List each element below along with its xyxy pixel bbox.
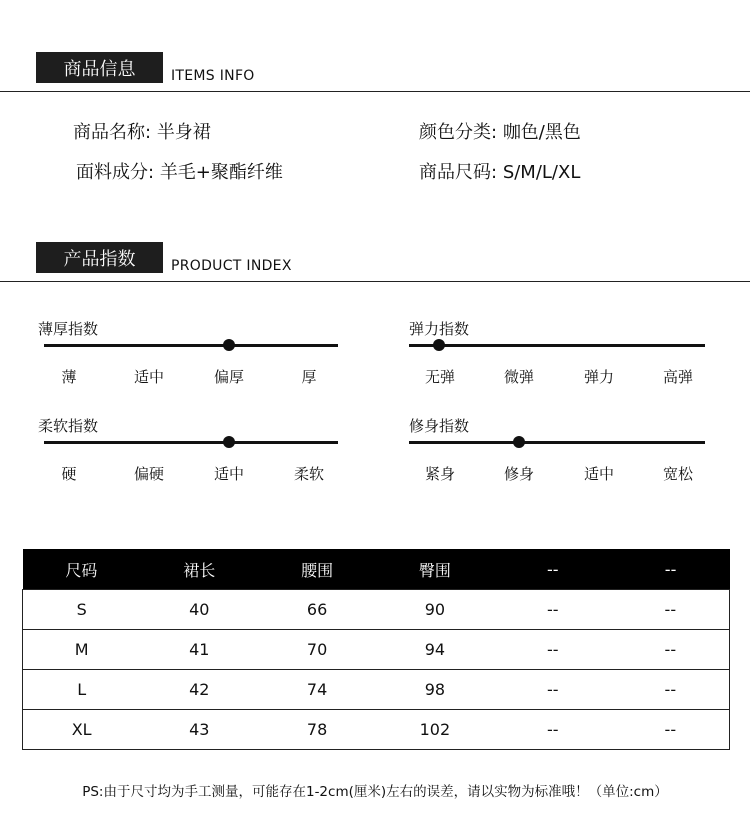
table-header-cell: 尺码	[23, 549, 141, 590]
measurement-note: PS:由于尺寸均为手工测量，可能存在1-2cm(厘米)左右的误差，请以实物为标准哦！（单位:cm）	[82, 784, 668, 800]
fabric-label: 面料成分:	[76, 162, 155, 183]
table-cell: 78	[258, 710, 376, 750]
table-row	[23, 590, 730, 630]
product-name-value: 半身裙	[156, 122, 211, 143]
table-cell: 41	[140, 630, 258, 670]
table-row	[23, 670, 730, 710]
table-row	[23, 630, 730, 670]
table-cell: 102	[376, 710, 494, 750]
scale-title: 弹力指数	[409, 320, 470, 338]
scale-option: 偏硬	[133, 465, 164, 483]
scale-option: 薄	[61, 368, 77, 386]
table-cell: --	[494, 630, 612, 670]
size-table	[22, 549, 730, 750]
size-row	[419, 158, 580, 184]
scale-option: 柔软	[293, 465, 324, 483]
color-label: 颜色分类:	[419, 122, 498, 143]
table-header-cell: --	[612, 549, 730, 590]
scale-option: 修身	[503, 465, 534, 483]
items-info-title-en: ITEMS INFO	[171, 68, 255, 84]
product-index-header	[0, 242, 750, 282]
scale-thickness	[38, 318, 338, 388]
scale-track	[409, 344, 705, 347]
table-cell: --	[612, 630, 730, 670]
table-cell: 66	[258, 590, 376, 630]
scale-option: 弹力	[583, 368, 614, 386]
scale-softness	[38, 415, 338, 485]
table-cell: L	[23, 670, 141, 710]
size-label: 商品尺码:	[419, 162, 498, 183]
table-cell: --	[494, 710, 612, 750]
scale-marker	[433, 339, 445, 351]
items-info-header	[0, 52, 750, 92]
scale-title: 修身指数	[409, 417, 470, 435]
table-cell: --	[612, 710, 730, 750]
scale-track	[44, 441, 338, 444]
table-cell: 40	[140, 590, 258, 630]
scale-fit	[409, 415, 709, 485]
fabric-row	[76, 158, 283, 184]
table-cell: 74	[258, 670, 376, 710]
color-row	[419, 118, 581, 144]
scale-option: 适中	[213, 465, 244, 483]
table-header-cell: 臀围	[376, 549, 494, 590]
size-value: S/M/L/XL	[502, 162, 581, 183]
scale-option: 无弹	[424, 368, 455, 386]
table-cell: --	[494, 670, 612, 710]
scale-title: 柔软指数	[38, 417, 99, 435]
table-row	[23, 710, 730, 750]
table-cell: --	[494, 590, 612, 630]
table-cell: 98	[376, 670, 494, 710]
table-cell: S	[23, 590, 141, 630]
table-header-cell: --	[494, 549, 612, 590]
product-index-title-en: PRODUCT INDEX	[171, 258, 292, 274]
product-name-label: 商品名称:	[73, 122, 152, 143]
scale-title: 薄厚指数	[38, 320, 99, 338]
table-cell: --	[612, 590, 730, 630]
table-cell: 90	[376, 590, 494, 630]
scale-marker	[223, 436, 235, 448]
color-value: 咖色/黑色	[502, 122, 581, 143]
table-cell: 42	[140, 670, 258, 710]
scale-option: 偏厚	[213, 368, 244, 386]
table-cell: 94	[376, 630, 494, 670]
table-cell: --	[612, 670, 730, 710]
table-cell: 70	[258, 630, 376, 670]
scale-option: 硬	[61, 465, 77, 483]
scale-elasticity	[409, 318, 709, 388]
product-name-row	[73, 118, 211, 144]
items-info-tag: 商品信息	[36, 52, 163, 83]
table-cell: XL	[23, 710, 141, 750]
scale-option: 紧身	[424, 465, 455, 483]
scale-option: 厚	[301, 368, 317, 386]
product-index-tag: 产品指数	[36, 242, 163, 273]
fabric-value: 羊毛+聚酯纤维	[159, 162, 283, 183]
table-header-cell: 腰围	[258, 549, 376, 590]
items-info-divider	[0, 91, 750, 92]
table-header-cell: 裙长	[140, 549, 258, 590]
scale-option: 宽松	[662, 465, 693, 483]
scale-marker	[513, 436, 525, 448]
table-header-row	[23, 549, 730, 590]
scale-option: 适中	[583, 465, 614, 483]
scale-track	[409, 441, 705, 444]
table-cell: 43	[140, 710, 258, 750]
product-index-divider	[0, 281, 750, 282]
table-cell: M	[23, 630, 141, 670]
scale-track	[44, 344, 338, 347]
scale-option: 微弹	[503, 368, 534, 386]
scale-option: 适中	[133, 368, 164, 386]
scale-option: 高弹	[662, 368, 693, 386]
scale-marker	[223, 339, 235, 351]
